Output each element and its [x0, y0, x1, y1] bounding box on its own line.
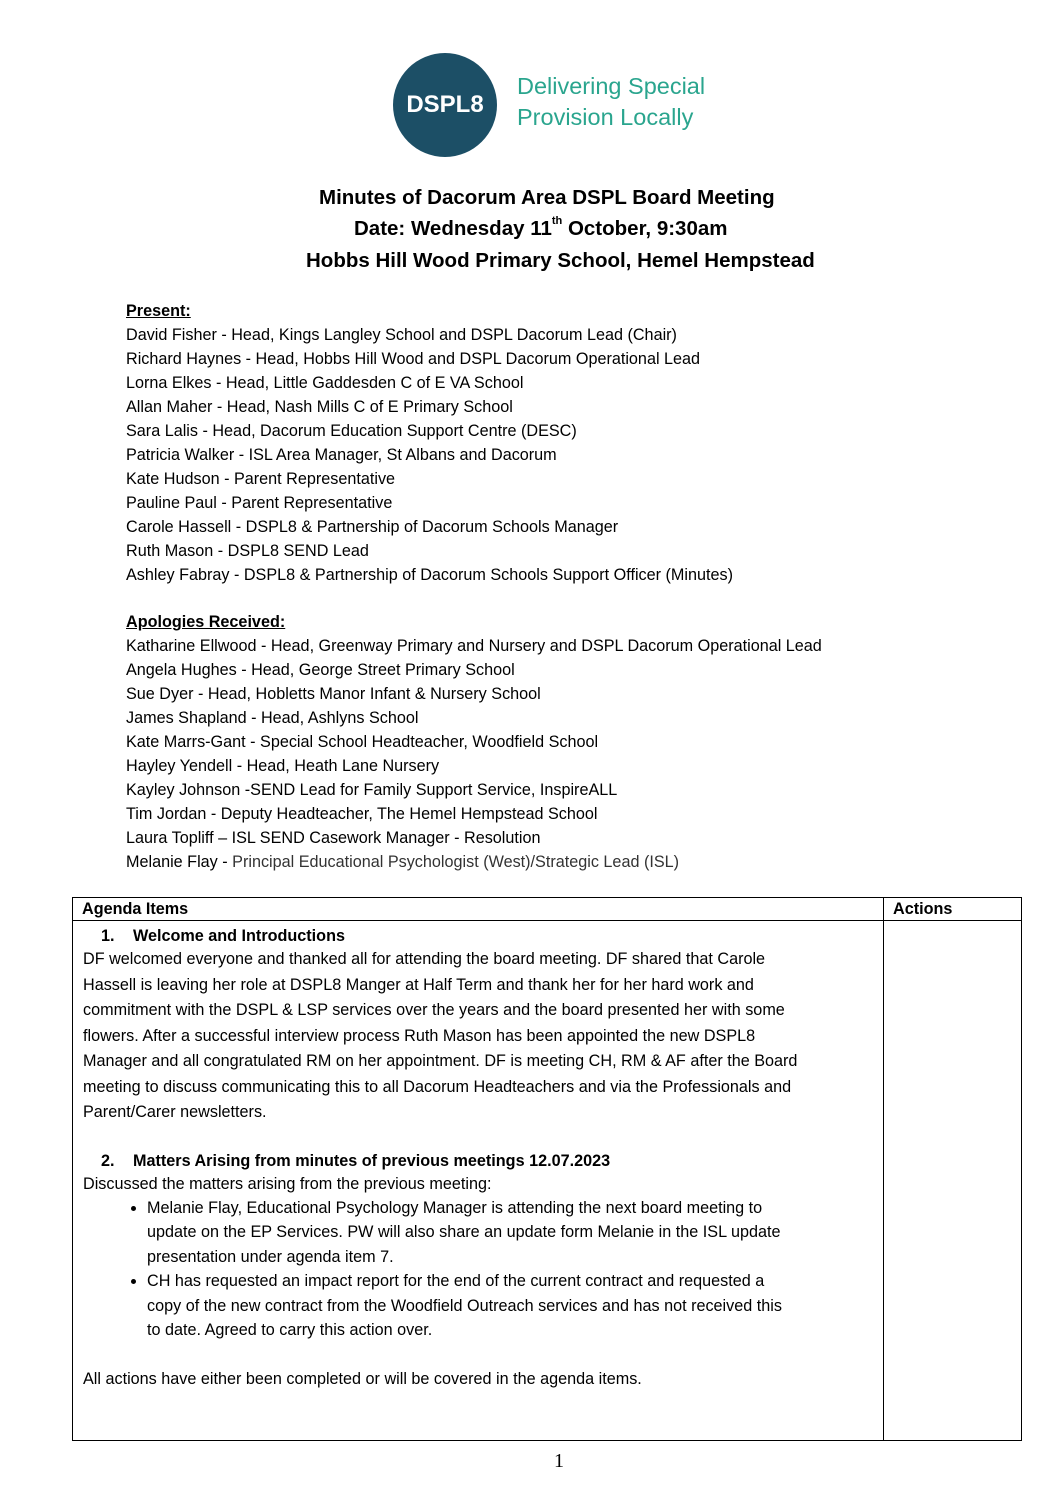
item-1-line: commitment with the DSPL & LSP services over the years and the board presented her with some: [83, 1001, 785, 1019]
apology-person: Kayley Johnson -SEND Lead for Family Support Service, InspireALL: [126, 781, 618, 799]
agenda-body-row: [73, 921, 1022, 1441]
meeting-location: Hobbs Hill Wood Primary School, Hemel Hempstead: [306, 249, 815, 272]
meeting-date: [354, 217, 1058, 241]
logo-circle-mark: DSPL8: [393, 53, 497, 157]
document-title: Minutes of Dacorum Area DSPL Board Meeting: [319, 186, 775, 209]
item-1-line: flowers. After a successful interview process Ruth Mason has been appointed the new DSPL8: [83, 1026, 756, 1045]
present-person: Ruth Mason - DSPL8 SEND Lead: [126, 542, 369, 560]
apology-person: James Shapland - Head, Ashlyns School: [126, 709, 419, 727]
date-ordinal: th: [551, 215, 563, 228]
apology-person-name: Melanie Flay -: [126, 853, 233, 871]
apology-person: Laura Topliff – ISL SEND Casework Manager - Resolution: [126, 829, 541, 847]
present-person: Lorna Elkes - Head, Little Gaddesden C of E VA School: [126, 374, 524, 392]
apology-person: [126, 850, 822, 874]
item-1-line: DF welcomed everyone and thanked all for attending the board meeting. DF shared that Carole: [83, 950, 766, 968]
item-1-line: Manager and all congratulated RM on her appointment. DF is meeting CH, RM & AF after the Board: [83, 1052, 798, 1070]
actions-header: Actions: [884, 898, 1022, 921]
item-1-line: meeting to discuss communicating this to all Dacorum Headteachers and via the Professionals and: [83, 1077, 792, 1096]
apology-person: Katharine Ellwood - Head, Greenway Primary and Nursery and DSPL Dacorum Operational Lead: [126, 637, 822, 655]
agenda-item-1-body: [83, 947, 873, 1126]
agenda-items-header: Agenda Items: [73, 898, 884, 921]
item-1-line: Parent/Carer newsletters.: [83, 1103, 267, 1121]
item-1-line: Hassell is leaving her role at DSPL8 Manger at Half Term and thank her for her hard work and: [83, 975, 754, 994]
present-person: Kate Hudson - Parent Representative: [126, 470, 396, 488]
apology-person: Sue Dyer - Head, Hobletts Manor Infant & Nursery School: [126, 685, 541, 703]
present-person: Ashley Fabray - DSPL8 & Partnership of Dacorum Schools Support Officer (Minutes): [126, 566, 733, 584]
agenda-header-row: [73, 898, 1022, 921]
date-prefix: Date: Wednesday 11: [354, 217, 552, 240]
page-number: 1: [554, 1450, 564, 1472]
agenda-item-2-intro: Discussed the matters arising from the previous meeting:: [83, 1174, 492, 1193]
actions-cell: [884, 921, 1022, 1441]
agenda-item-2-closing: All actions have either been completed or will be covered in the agenda items.: [83, 1369, 642, 1388]
agenda-table: [72, 897, 1022, 1441]
logo-line-2: Provision Locally: [517, 104, 694, 130]
present-person: Sara Lalis - Head, Dacorum Education Support Centre (DESC): [126, 422, 577, 440]
apology-person: Tim Jordan - Deputy Headteacher, The Hemel Hempstead School: [126, 805, 598, 823]
date-suffix: October, 9:30am: [562, 217, 728, 240]
apology-person: Angela Hughes - Head, George Street Primary School: [126, 661, 515, 679]
matters-arising-list: [83, 1196, 873, 1343]
present-person: Richard Haynes - Head, Hobbs Hill Wood and DSPL Dacorum Operational Lead: [126, 350, 701, 368]
logo-wordmark: [517, 71, 705, 133]
dspl8-logo: [393, 50, 733, 160]
present-person: Allan Maher - Head, Nash Mills C of E Primary School: [126, 398, 513, 416]
apologies-section: [126, 610, 822, 874]
logo-line-1: Delivering Special: [517, 73, 706, 99]
apology-person-role: Principal Educational Psychologist (West)/Strategic Lead (ISL): [232, 853, 680, 871]
present-person: Patricia Walker - ISL Area Manager, St Albans and Dacorum: [126, 446, 557, 464]
apology-person: Hayley Yendell - Head, Heath Lane Nursery: [126, 757, 440, 775]
present-person: David Fisher - Head, Kings Langley School and DSPL Dacorum Lead (Chair): [126, 326, 677, 344]
agenda-item-1-title: 1. Welcome and Introductions: [101, 927, 345, 945]
apologies-heading: Apologies Received:: [126, 613, 286, 631]
agenda-content-cell: [73, 921, 884, 1441]
matters-arising-bullet: • Melanie Flay, Educational Psychology Manager is attending the next board meeting to update on the EP Services. PW will also share an update form Melanie in the ISL update presentation under agenda item 7.: [147, 1196, 873, 1270]
matters-arising-bullet: • CH has requested an impact report for the end of the current contract and requested a copy of the new contract from the Woodfield Outreach services and has not received this to date. Agreed to carry this action over.: [147, 1269, 873, 1343]
present-person: Carole Hassell - DSPL8 & Partnership of Dacorum Schools Manager: [126, 518, 619, 536]
present-section: [126, 299, 733, 587]
present-heading: Present:: [126, 302, 191, 320]
apology-person: Kate Marrs-Gant - Special School Headteacher, Woodfield School: [126, 733, 599, 751]
agenda-item-2-title: 2. Matters Arising from minutes of previous meetings 12.07.2023: [101, 1151, 611, 1170]
present-person: Pauline Paul - Parent Representative: [126, 494, 393, 512]
